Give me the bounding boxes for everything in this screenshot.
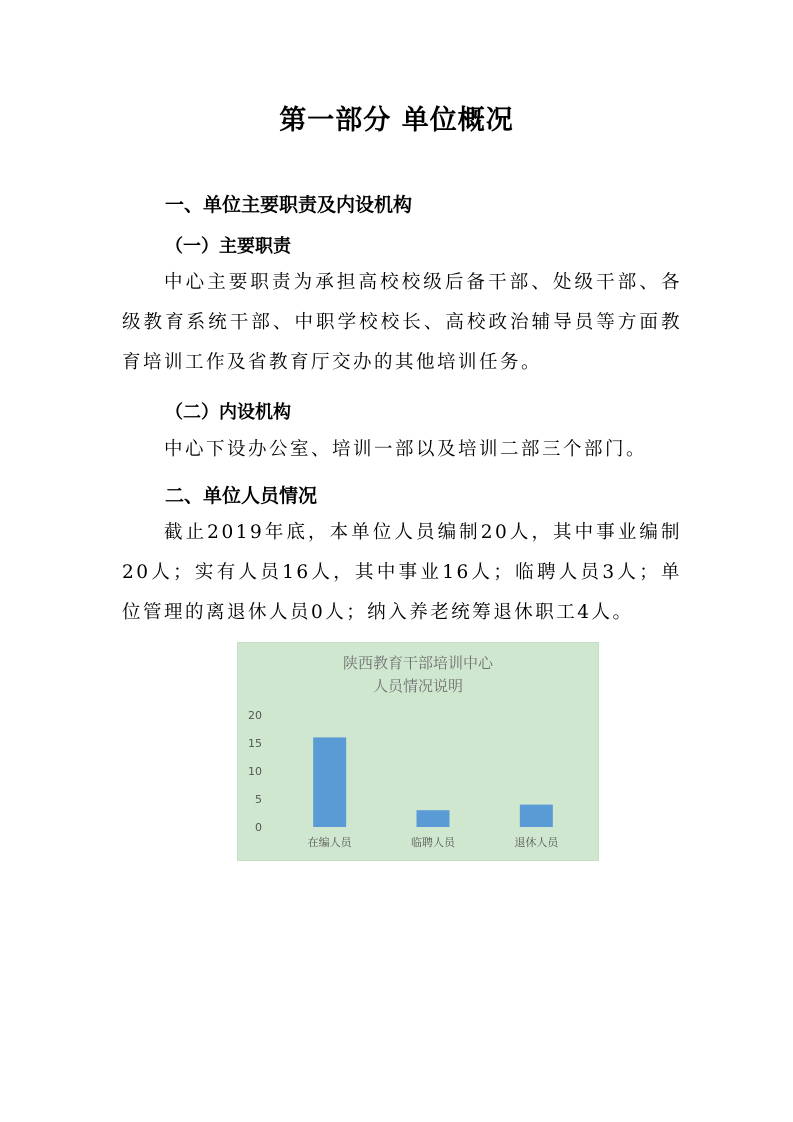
category-label: 退休人员 [514,836,559,849]
paragraph-staff: 截止2019年底，本单位人员编制20人，其中事业编制20人；实有人员16人，其中事业16人；临聘人员3人；单位管理的离退休人员0人；纳入养老统筹退休职工4人。 [122,522,682,623]
subsection-heading-main-duties: （一）主要职责 [165,236,291,257]
chart-title-line-1: 陕西教育干部培训中心 [342,654,494,672]
bar-1 [313,737,346,827]
y-tick-label: 0 [255,821,262,834]
page-title: 第一部分 单位概况 [279,105,514,136]
bar-2 [417,810,450,827]
paragraph-internal-structure: 中心下设办公室、培训一部以及培训二部三个部门。 [164,439,648,460]
y-tick-label: 20 [248,709,262,722]
y-tick-label: 5 [255,793,262,806]
chart-title-line-2: 人员情况说明 [372,677,464,695]
category-label: 临聘人员 [411,836,455,849]
y-tick-label: 15 [248,737,262,750]
bar-3 [520,805,553,827]
section-heading-duties: 一、单位主要职责及内设机构 [165,194,413,216]
section-heading-staff: 二、单位人员情况 [165,485,318,507]
y-tick-label: 10 [248,765,262,778]
staff-chart-svg [238,643,598,860]
subsection-heading-internal-structure: （二）内设机构 [165,402,291,423]
category-label: 在编人员 [307,836,352,849]
paragraph-main-duties: 中心主要职责为承担高校校级后备干部、处级干部、各级教育系统干部、中职学校校长、高校政治辅导员等方面教育培训工作及省教育厅交办的其他培训任务。 [122,272,682,373]
staff-chart [237,642,599,861]
